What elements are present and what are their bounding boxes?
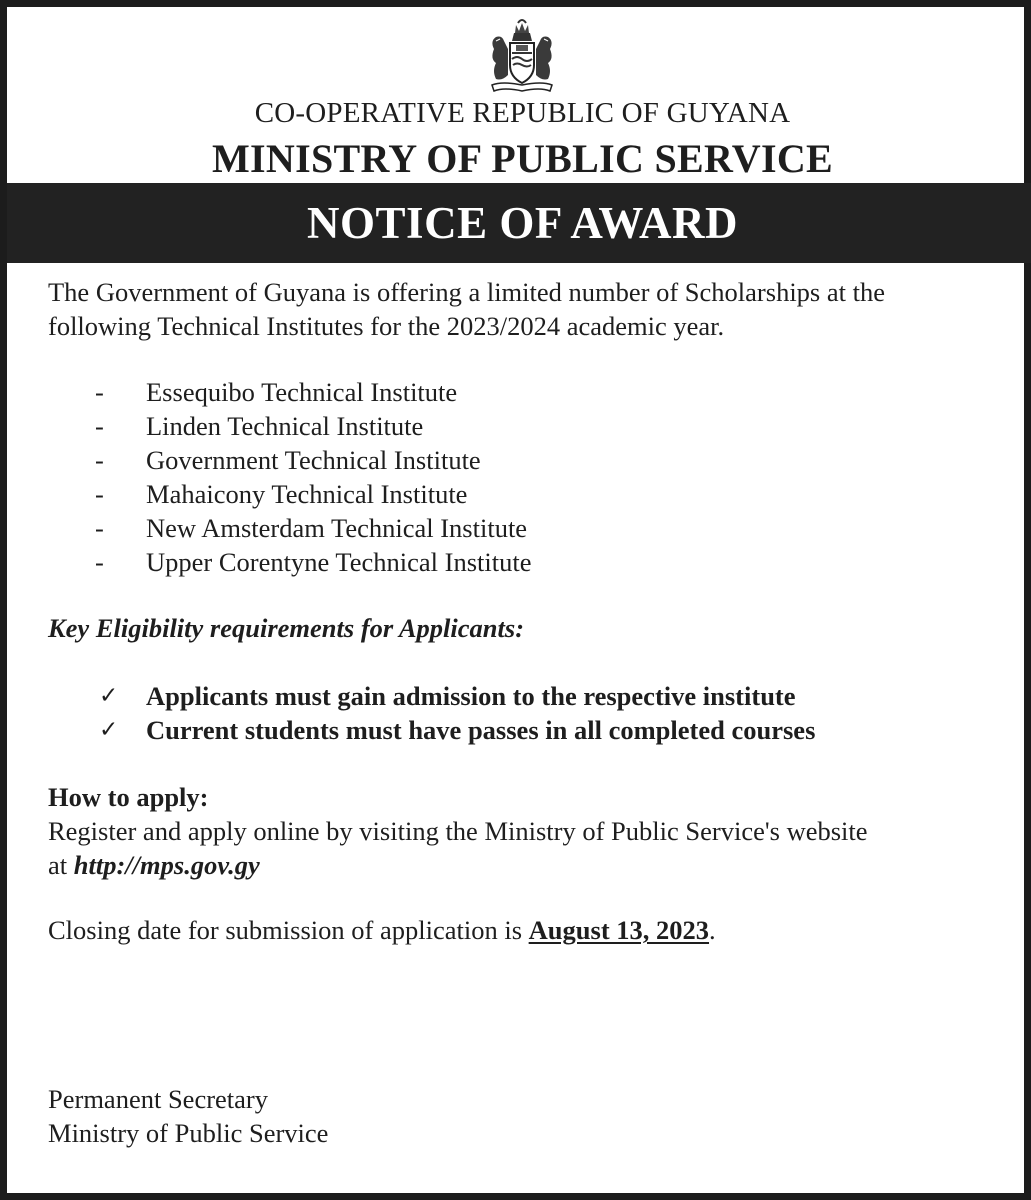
ministry-name: MINISTRY OF PUBLIC SERVICE — [211, 136, 833, 181]
dash-bullet: - — [95, 411, 104, 441]
intro-line: The Government of Guyana is offering a limited number of Scholarships at the — [48, 277, 885, 307]
list-item — [7, 679, 1031, 713]
requirement-text: Applicants must gain admission to the respective institute — [146, 681, 796, 711]
institute-name: Government Technical Institute — [146, 445, 481, 475]
list-item — [7, 713, 1031, 747]
intro-line: following Technical Institutes for the 2023/2024 academic year. — [48, 311, 725, 341]
institute-name: Upper Corentyne Technical Institute — [146, 547, 532, 577]
coat-of-arms-icon — [482, 19, 562, 95]
list-item — [7, 477, 1031, 511]
signatory-organization: Ministry of Public Service — [48, 1118, 329, 1148]
signatory-title: Permanent Secretary — [48, 1084, 268, 1114]
institute-name: New Amsterdam Technical Institute — [146, 513, 528, 543]
closing-date: August 13, 2023 — [528, 915, 710, 945]
notice-banner: NOTICE OF AWARD — [7, 183, 1031, 263]
apply-prefix: at — [48, 850, 74, 880]
dash-bullet: - — [95, 445, 104, 475]
website-link[interactable]: http://mps.gov.gy — [73, 850, 260, 880]
closing-date-line — [48, 912, 716, 948]
dash-bullet: - — [95, 513, 104, 543]
list-item — [7, 375, 1031, 409]
list-item — [7, 443, 1031, 477]
checkmark-icon: ✓ — [99, 683, 119, 709]
dash-bullet: - — [95, 547, 104, 577]
institute-name: Mahaicony Technical Institute — [146, 479, 468, 509]
institute-name: Essequibo Technical Institute — [146, 377, 458, 407]
requirement-text: Current students must have passes in all completed courses — [146, 715, 816, 745]
list-item — [7, 545, 1031, 579]
list-item — [7, 409, 1031, 443]
institute-name: Linden Technical Institute — [146, 411, 424, 441]
list-item — [7, 511, 1031, 545]
dash-bullet: - — [95, 377, 104, 407]
apply-line — [48, 848, 1008, 882]
closing-prefix: Closing date for submission of application is — [48, 915, 529, 945]
eligibility-heading: Key Eligibility requirements for Applicants: — [48, 613, 525, 643]
checkmark-icon: ✓ — [99, 717, 119, 743]
requirements-list — [7, 679, 1031, 747]
how-to-apply-heading: How to apply: — [48, 782, 209, 812]
apply-line: Register and apply online by visiting the Ministry of Public Service's website — [48, 816, 868, 846]
institute-list — [7, 375, 1031, 579]
apply-instructions — [48, 814, 1008, 882]
dash-bullet: - — [95, 479, 104, 509]
intro-paragraph — [48, 275, 1008, 343]
closing-suffix: . — [709, 915, 716, 945]
country-name: CO-OPERATIVE REPUBLIC OF GUYANA — [254, 97, 791, 129]
